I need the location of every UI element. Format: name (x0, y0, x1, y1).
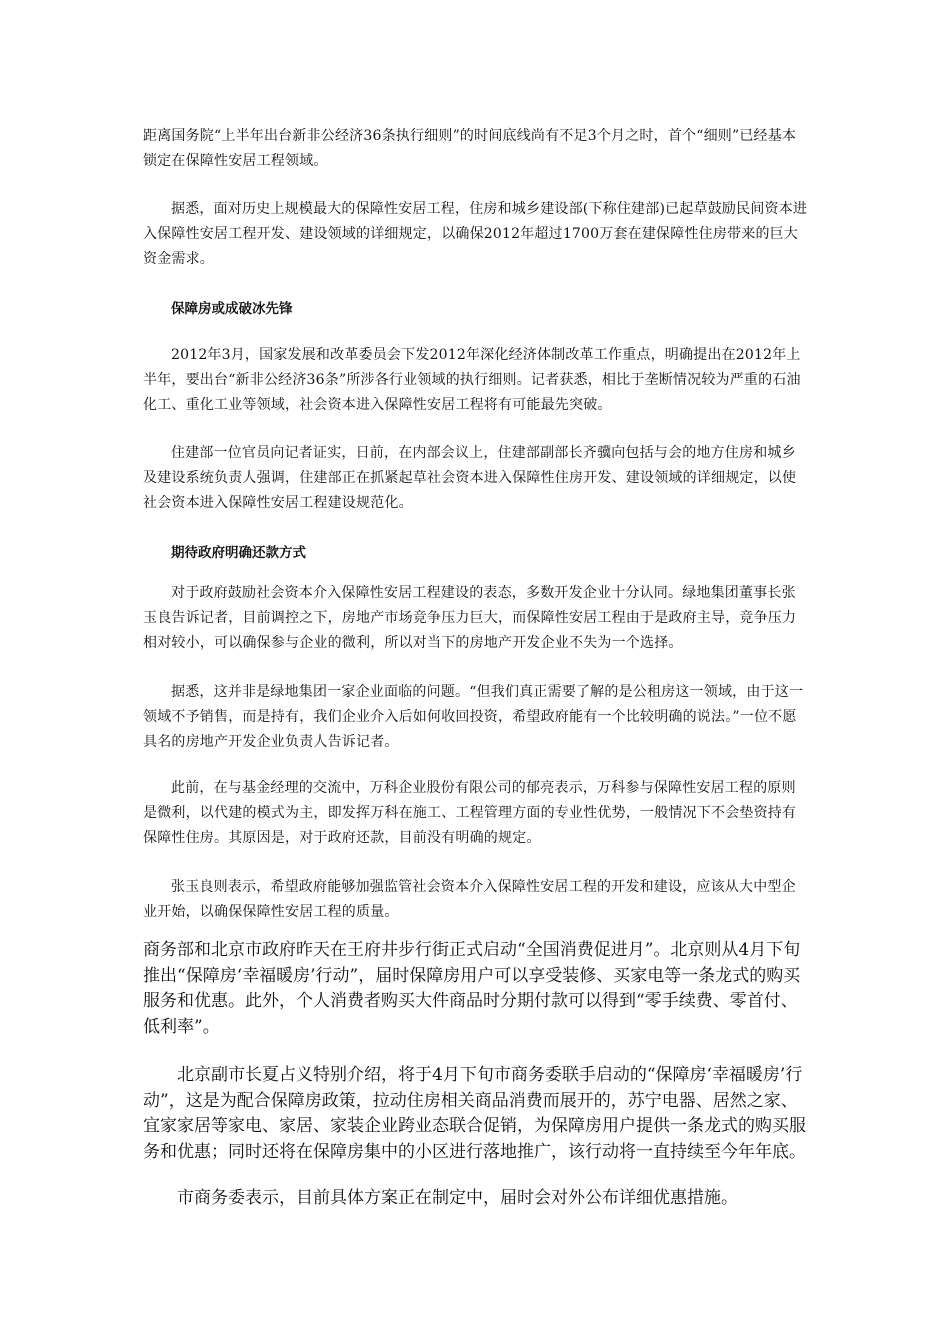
paragraph-7: 此前，在与基金经理的交流中，万科企业股份有限公司的郁亮表示，万科参与保障性安居工程的原则是微利，以代建的模式为主，即发挥万科在施工、工程管理方面的专业性优势，一般情况下不会垫资持有保障性住房。其原因是，对于政府还款，目前没有明确的规定。 (143, 780, 797, 846)
paragraph-8: 张玉良则表示，希望政府能够加强监管社会资本介入保障性安居工程的开发和建设，应该从大中型企业开始，以确保保障性安居工程的质量。 (143, 879, 796, 920)
section-heading-2: 期待政府明确还款方式 (171, 545, 306, 561)
paragraph-1: 距离国务院“上半年出台新非公经济36条执行细则”的时间底线尚有不足3个月之时，首个“细则”已经基本锁定在保障性安居工程领域。 (143, 128, 797, 169)
paragraph-6: 据悉，这并非是绿地集团一家企业面临的问题。“但我们真正需要了解的是公租房这一领域，由于这一领域不予销售，而是持有，我们企业介入后如何收回投资，希望政府能有一个比较明确的说法。”一位不愿具名的房地产开发企业负责人告诉记者。 (143, 684, 804, 750)
paragraph-2: 据悉，面对历史上规模最大的保障性安居工程，住房和城乡建设部(下称住建部)已起草鼓励民间资本进入保障性安居工程开发、建设领域的详细规定，以确保2012年超过1700万套在建保障性住房带来的巨大资金需求。 (143, 201, 808, 267)
paragraph-4: 住建部一位官员向记者证实，日前，在内部会议上，住建部副部长齐骥向包括与会的地方住房和城乡及建设系统负责人强调，住建部正在抓紧起草社会资本进入保障性住房开发、建设领域的详细规定，以使社会资本进入保障性安居工程建设规范化。 (143, 445, 797, 511)
paragraph-3: 2012年3月，国家发展和改革委员会下发2012年深化经济体制改革工作重点，明确提出在2012年上半年，要出台“新非公经济36条”所涉各行业领域的执行细则。记者获悉，相比于垄断情况较为严重的石油化工、重化工业等领域，社会资本进入保障性安居工程将有可能最先突破。 (143, 347, 801, 413)
section-heading-1: 保障房或成破冰先锋 (171, 301, 293, 317)
paragraph-10: 北京副市长夏占义特别介绍，将于4月下旬市商务委联手启动的“保障房‘幸福暖房’行动”，这是为配合保障房政策，拉动住房相关商品消费而展开的，苏宁电器、居然之家、宜家家居等家电、家居、家装企业跨业态联合促销，为保障房用户提供一条龙式的购买服务和优惠；同时还将在保障房集中的小区进行落地推广，该行动将一直持续至今年年底。 (143, 1065, 806, 1162)
paragraph-9: 商务部和北京市政府昨天在王府井步行街正式启动“全国消费促进月”。北京则从4月下旬推出“保障房‘幸福暖房’行动”，届时保障房用户可以享受装修、买家电等一条龙式的购买服务和优惠。此外，个人消费者购买大件商品时分期付款可以得到“零手续费、零首付、低利率”。 (143, 940, 801, 1037)
paragraph-11: 市商务委表示，目前具体方案正在制定中，届时会对外公布详细优惠措施。 (177, 1188, 738, 1208)
paragraph-5: 对于政府鼓励社会资本介入保障性安居工程建设的表态，多数开发企业十分认同。绿地集团董事长张玉良告诉记者，目前调控之下，房地产市场竞争压力巨大，而保障性安居工程由于是政府主导，竞争压力相对较小，可以确保参与企业的微利，所以对当下的房地产开发企业不失为一个选择。 (143, 585, 797, 651)
